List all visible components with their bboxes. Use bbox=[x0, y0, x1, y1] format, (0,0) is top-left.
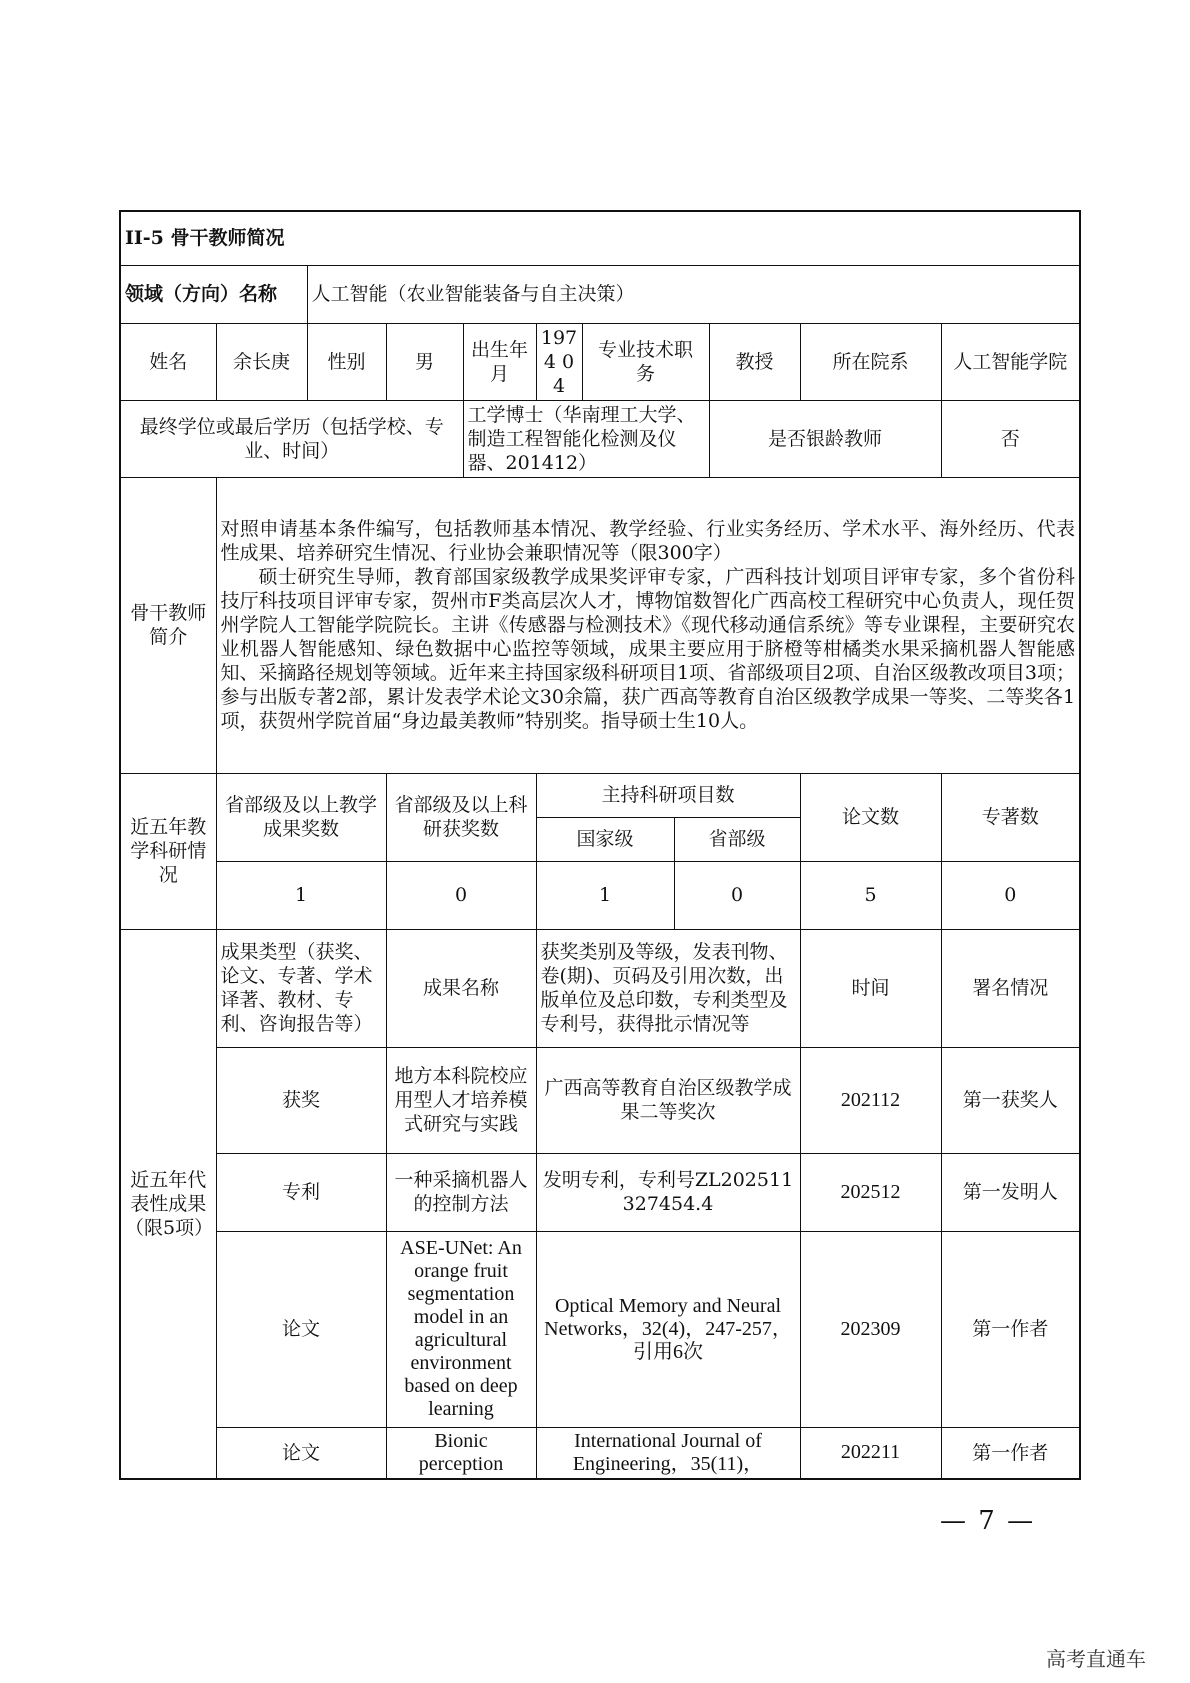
stats-value-teach-award: 1 bbox=[216, 861, 386, 929]
degree-label: 最终学位或最后学历（包括学校、专业、时间） bbox=[120, 400, 463, 477]
profile-instruction: 对照申请基本条件编写，包括教师基本情况、教学经验、行业实务经历、学术水平、海外经历、代表性成果、培养研究生情况、行业协会兼职情况等（限300字） bbox=[220, 518, 1076, 564]
dept-label: 所在院系 bbox=[800, 323, 941, 400]
dept-value: 人工智能学院 bbox=[941, 323, 1080, 400]
stats-header-provincial: 省部级 bbox=[674, 817, 800, 861]
gender-value: 男 bbox=[386, 323, 463, 400]
stats-value-provincial: 0 bbox=[674, 861, 800, 929]
name-label: 姓名 bbox=[120, 323, 216, 400]
stats-header-papers: 论文数 bbox=[800, 773, 941, 861]
stats-value-research-award: 0 bbox=[386, 861, 536, 929]
achievement-sign: 第一发明人 bbox=[941, 1153, 1080, 1231]
achievement-time: 202309 bbox=[800, 1231, 941, 1427]
table-row bbox=[120, 1047, 1080, 1153]
gender-label: 性别 bbox=[307, 323, 386, 400]
achievement-sign: 第一作者 bbox=[941, 1231, 1080, 1427]
table-row bbox=[120, 1427, 1080, 1479]
achievement-detail: International Journal of Engineering，35(11)， bbox=[536, 1427, 800, 1479]
stats-header-teach-award: 省部级及以上教学成果奖数 bbox=[216, 773, 386, 861]
page-number: — 7 — bbox=[940, 1506, 1036, 1536]
senior-value: 否 bbox=[941, 400, 1080, 477]
section-title: II-5 骨干教师简况 bbox=[120, 211, 1080, 265]
achievement-name: Bionic perception bbox=[386, 1427, 536, 1479]
achievement-sign: 第一作者 bbox=[941, 1427, 1080, 1479]
achievements-header-time: 时间 bbox=[800, 929, 941, 1047]
achievement-type: 论文 bbox=[216, 1231, 386, 1427]
achievement-type: 论文 bbox=[216, 1427, 386, 1479]
degree-value: 工学博士（华南理工大学、制造工程智能化检测及仪器、201412） bbox=[463, 400, 709, 477]
watermark-label: 高考直通车 bbox=[1046, 1647, 1146, 1671]
achievements-header-sign: 署名情况 bbox=[941, 929, 1080, 1047]
achievement-type: 获奖 bbox=[216, 1047, 386, 1153]
field-value: 人工智能（农业智能装备与自主决策） bbox=[307, 265, 1080, 323]
achievements-header-detail: 获奖类别及等级，发表刊物、卷(期)、页码及引用次数，出版单位及总印数，专利类型及专利号，获得批示情况等 bbox=[536, 929, 800, 1047]
stats-header-national: 国家级 bbox=[536, 817, 674, 861]
achievement-type: 专利 bbox=[216, 1153, 386, 1231]
achievements-label: 近五年代表性成果（限5项） bbox=[120, 929, 216, 1479]
birth-value: 1974 04 bbox=[536, 323, 582, 400]
achievements-header-type: 成果类型（获奖、论文、专著、学术译著、教材、专利、咨询报告等） bbox=[216, 929, 386, 1047]
teacher-profile-form bbox=[119, 210, 1079, 1480]
title-value: 教授 bbox=[709, 323, 800, 400]
achievement-detail: 发明专利，专利号ZL202511327454.4 bbox=[536, 1153, 800, 1231]
stats-value-books: 0 bbox=[941, 861, 1080, 929]
profile-body: 硕士研究生导师，教育部国家级教学成果奖评审专家，广西科技计划项目评审专家，多个省份科技厅科技项目评审专家，贺州市F类高层次人才，博物馆数智化广西高校工程研究中心负责人，现任贺州学院人工智能学院院长。主讲《传感器与检测技术》《现代移动通信系统》等专业课程，主要研究农业机器人智能感知、绿色数据中心监控等领域，成果主要应用于脐橙等柑橘类水果采摘机器人智能感知、采摘路径规划等领域。近年来主持国家级科研项目1项、省部级项目2项、自治区级教改项目3项；参与出版专著2部，累计发表学术论文30余篇，获广西高等教育自治区级教学成果一等奖、二等奖各1项，获贺州学院首届“身边最美教师”特别奖。指导硕士生10人。 bbox=[220, 566, 1076, 732]
achievement-name: 一种采摘机器人的控制方法 bbox=[386, 1153, 536, 1231]
stats-label: 近五年教学科研情况 bbox=[120, 773, 216, 929]
table-row bbox=[120, 1153, 1080, 1231]
profile-label: 骨干教师简介 bbox=[120, 477, 216, 773]
title-label: 专业技术职 务 bbox=[582, 323, 709, 400]
achievement-detail: 广西高等教育自治区级教学成果二等奖次 bbox=[536, 1047, 800, 1153]
profile-content bbox=[216, 477, 1080, 773]
achievement-time: 202112 bbox=[800, 1047, 941, 1153]
stats-header-research-award: 省部级及以上科研获奖数 bbox=[386, 773, 536, 861]
achievement-detail: Optical Memory and Neural Networks，32(4)，247-257，引用6次 bbox=[536, 1231, 800, 1427]
achievement-name: ASE-UNet: An orange fruit segmentation model in an agricultural environment based on deep learning bbox=[386, 1231, 536, 1427]
table-row bbox=[120, 1231, 1080, 1427]
stats-header-projects: 主持科研项目数 bbox=[536, 773, 800, 817]
achievement-time: 202211 bbox=[800, 1427, 941, 1479]
field-label: 领域（方向）名称 bbox=[120, 265, 307, 323]
stats-header-books: 专著数 bbox=[941, 773, 1080, 861]
achievement-name: 地方本科院校应用型人才培养模式研究与实践 bbox=[386, 1047, 536, 1153]
stats-value-papers: 5 bbox=[800, 861, 941, 929]
achievement-time: 202512 bbox=[800, 1153, 941, 1231]
stats-value-national: 1 bbox=[536, 861, 674, 929]
name-value: 余长庚 bbox=[216, 323, 307, 400]
senior-label: 是否银龄教师 bbox=[709, 400, 941, 477]
birth-label: 出生年月 bbox=[463, 323, 536, 400]
achievements-header-name: 成果名称 bbox=[386, 929, 536, 1047]
achievement-sign: 第一获奖人 bbox=[941, 1047, 1080, 1153]
profile-table bbox=[119, 210, 1081, 1480]
